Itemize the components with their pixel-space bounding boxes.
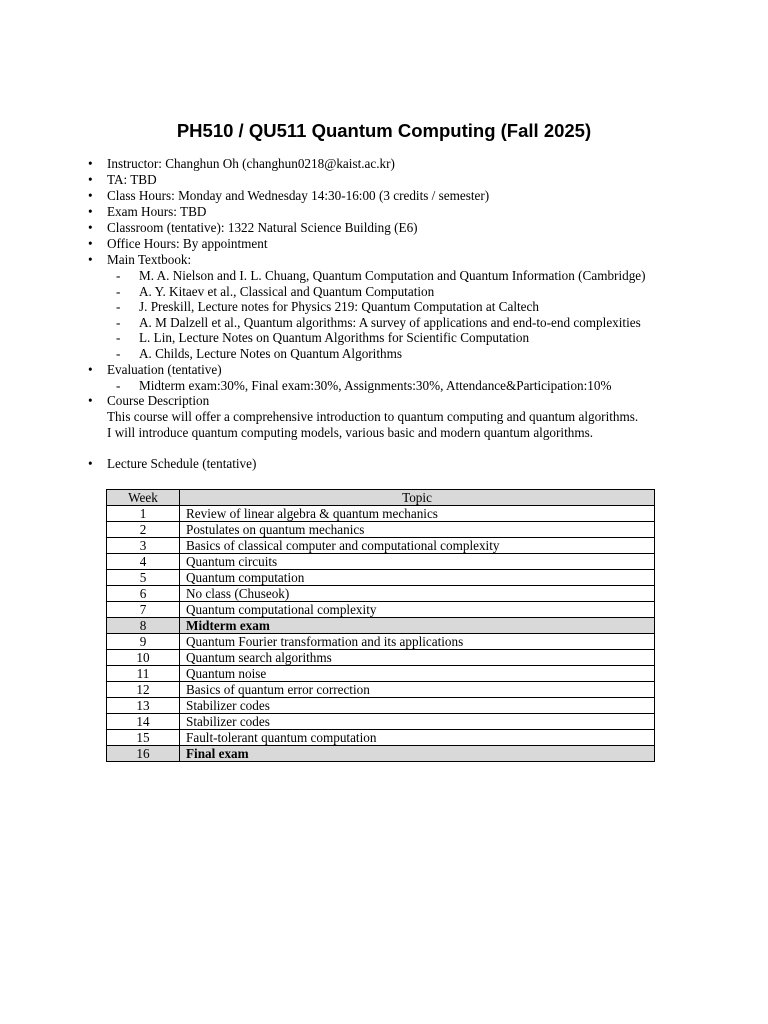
info-exam-hours [0,204,768,220]
week-cell: 1 [107,506,180,522]
week-cell: 15 [107,730,180,746]
info-office-hours [0,236,768,252]
week-cell: 3 [107,538,180,554]
topic-cell: Midterm exam [180,618,655,634]
textbook-item [0,315,768,331]
info-description-heading [0,393,768,409]
bullet-icon: • [88,220,93,235]
week-cell: 2 [107,522,180,538]
bullet-icon: • [88,156,93,171]
topic-cell: Quantum search algorithms [180,650,655,666]
textbook-item [0,268,768,284]
info-textbook-heading [0,252,768,268]
dash-icon: - [116,268,121,283]
description-line [0,409,768,425]
week-cell: 7 [107,602,180,618]
table-row [107,554,655,570]
week-cell: 11 [107,666,180,682]
description-heading: Course Description [107,393,210,409]
week-cell: 9 [107,634,180,650]
topic-cell: No class (Chuseok) [180,586,655,602]
bullet-icon: • [88,236,93,251]
bullet-icon: • [88,204,93,219]
table-row [107,586,655,602]
textbook-item [0,299,768,315]
table-row [107,506,655,522]
topic-cell: Final exam [180,746,655,762]
topic-cell: Basics of classical computer and computational complexity [180,538,655,554]
week-cell: 16 [107,746,180,762]
column-header-week: Week [107,490,180,506]
table-row [107,714,655,730]
class-hours-text: Class Hours: Monday and Wednesday 14:30-16:00 (3 credits / semester) [107,188,490,203]
topic-cell: Review of linear algebra & quantum mechanics [180,506,655,522]
schedule-heading: Lecture Schedule (tentative) [107,456,257,472]
table-row [107,602,655,618]
evaluation-item [0,378,768,394]
evaluation-heading: Evaluation (tentative) [107,361,222,377]
info-schedule-heading [0,456,768,472]
spacer [0,440,768,456]
textbook-item [0,330,768,346]
topic-cell: Fault-tolerant quantum computation [180,730,655,746]
textbook-text: M. A. Nielson and I. L. Chuang, Quantum Computation and Quantum Information (Cambridge) [139,268,646,283]
info-classroom [0,220,768,236]
topic-cell: Quantum noise [180,666,655,682]
topic-cell: Quantum circuits [180,554,655,570]
evaluation-text: Midterm exam:30%, Final exam:30%, Assignments:30%, Attendance&Participation:10% [139,377,612,393]
table-row [107,698,655,714]
topic-cell: Basics of quantum error correction [180,682,655,698]
topic-cell: Stabilizer codes [180,698,655,714]
dash-icon: - [116,377,121,393]
topic-cell: Quantum Fourier transformation and its applications [180,634,655,650]
table-row [107,570,655,586]
table-row [107,666,655,682]
dash-icon: - [116,283,121,299]
topic-cell: Quantum computational complexity [180,602,655,618]
office-hours-text: Office Hours: By appointment [107,236,268,251]
dash-icon: - [116,345,121,361]
week-cell: 6 [107,586,180,602]
week-cell: 8 [107,618,180,634]
textbook-item [0,284,768,300]
textbook-text: A. M Dalzell et al., Quantum algorithms: A survey of applications and end-to-end complexities [139,314,641,330]
info-class-hours [0,188,768,204]
description-text: This course will offer a comprehensive introduction to quantum computing and quantum algorithms. [107,409,639,425]
page-title: PH510 / QU511 Quantum Computing (Fall 2025) [176,120,592,141]
dash-icon: - [116,314,121,330]
topic-cell: Quantum computation [180,570,655,586]
bullet-icon: • [88,188,93,203]
table-header-row [107,490,655,506]
textbook-text: L. Lin, Lecture Notes on Quantum Algorithms for Scientific Computation [139,330,530,346]
info-evaluation-heading [0,362,768,378]
dash-icon: - [116,299,121,315]
topic-cell: Postulates on quantum mechanics [180,522,655,538]
table-row-final [107,746,655,762]
instructor-text: Instructor: Changhun Oh (changhun0218@kaist.ac.kr) [107,156,395,171]
bullet-icon: • [88,393,93,409]
info-instructor [0,156,768,172]
textbook-heading: Main Textbook: [107,252,192,267]
week-cell: 13 [107,698,180,714]
column-header-topic: Topic [180,490,655,506]
week-cell: 5 [107,570,180,586]
table-row [107,682,655,698]
week-cell: 10 [107,650,180,666]
week-cell: 14 [107,714,180,730]
table-row [107,634,655,650]
table-row [107,730,655,746]
exam-hours-text: Exam Hours: TBD [107,204,207,219]
table-row [107,522,655,538]
table-row [107,650,655,666]
bullet-icon: • [88,252,93,267]
ta-text: TA: TBD [107,172,157,187]
table-row [107,538,655,554]
course-info [0,156,768,472]
topic-cell: Stabilizer codes [180,714,655,730]
week-cell: 12 [107,682,180,698]
textbook-text: A. Childs, Lecture Notes on Quantum Algorithms [139,345,402,361]
bullet-icon: • [88,172,93,187]
description-text: I will introduce quantum computing models, various basic and modern quantum algorithms. [107,424,594,440]
textbook-text: A. Y. Kitaev et al., Classical and Quantum Computation [139,283,435,299]
classroom-text: Classroom (tentative): 1322 Natural Science Building (E6) [107,220,418,235]
lecture-schedule-table [106,489,655,762]
week-cell: 4 [107,554,180,570]
description-line [0,425,768,441]
bullet-icon: • [88,456,93,472]
dash-icon: - [116,330,121,346]
table-row-midterm [107,618,655,634]
textbook-item [0,346,768,362]
textbook-text: J. Preskill, Lecture notes for Physics 219: Quantum Computation at Caltech [139,299,539,315]
info-ta [0,172,768,188]
bullet-icon: • [88,361,93,377]
